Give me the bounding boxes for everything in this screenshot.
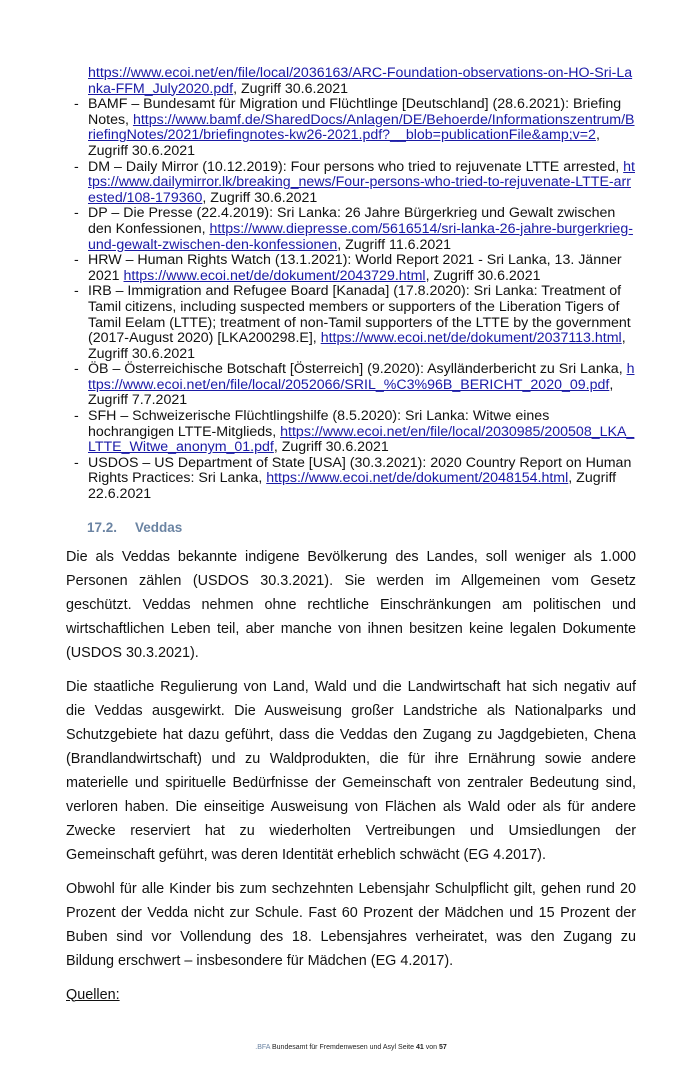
reference-text: USDOS – US Department of State [USA] (30.3.2021): 2020 Country Report on Human Rights Practices: Sri Lanka, — [88, 454, 632, 487]
section-number: 17.2. — [87, 519, 118, 535]
reference-access-date: , Zugriff 30.6.2021 — [425, 267, 541, 284]
reference-link[interactable]: https://www.ecoi.net/en/file/local/2030985/200508_LKA_LTTE_Witwe_anonym_01.pdf — [88, 423, 635, 456]
reference-text: HRW – Human Rights Watch (13.1.2021): World Report 2021 - Sri Lanka, 13. Jänner 2021 — [88, 252, 622, 284]
reference-link[interactable]: https://www.bamf.de/SharedDocs/Anlagen/DE/Behoerde/Informationszentrum/BriefingNotes/2021/briefingnotes-kw26-2021.pdf?__blob=publicationFile&amp;v=2 — [88, 111, 635, 144]
paragraph-3: Obwohl für alle Kinder bis zum sechzehnten Lebensjahr Schulpflicht gilt, gehen rund 20 Prozent der Vedda nicht zur Schule. Fast 60 Prozent der Mädchen und 15 Prozent der Buben sind vor Vollendung des 18. Lebensjahres verheiratet, was den Zugang zu Bildung erschwert – insbesondere für Mädchen (EG 4.2017). — [66, 880, 636, 969]
reference-access-date: , Zugriff 7.7.2021 — [88, 376, 614, 409]
sources-label: Quellen: — [66, 986, 120, 1003]
reference-link[interactable]: https://www.diepresse.com/5616514/sri-lanka-26-jahre-burgerkrieg-und-gewalt-zwischen-den-konfessionen — [88, 220, 633, 253]
reference-text: BAMF – Bundesamt für Migration und Flüchtlinge [Deutschland] (28.6.2021): Briefing Notes, — [88, 96, 622, 128]
paragraph-2: Die staatliche Regulierung von Land, Wald und die Landwirtschaft hat sich negativ auf die Veddas ausgewirkt. Die Ausweisung großer Landstriche als Nationalparks und Schutzgebiete hat dazu geführt, dass die Veddas den Zugang zu Jagdgebieten, Chena (Brandlandwirtschaft) und zu Waldprodukten, die für ihre Ernährung sowie andere materielle und spirituelle Bedürfnisse der Gemeinschaft von zentraler Bedeutung sind, verloren haben. Die einseitige Ausweisung von Flächen als Wald oder als für andere Zwecke reserviert hat zu wiederholten Vertreibungen und Umsiedlungen der Gemeinschaft geführt, was deren Identität erheblich schwächt (EG 4.2017). — [66, 678, 636, 863]
reference-item — [88, 253, 636, 284]
reference-access-date: , Zugriff 11.6.2021 — [337, 236, 452, 253]
reference-item — [88, 409, 636, 456]
paragraph-1: Die als Veddas bekannte indigene Bevölkerung des Landes, soll weniger als 1.000 Personen zählen (USDOS 30.3.2021). Sie werden im Allgemeinen vom Gesetz geschützt. Veddas nehmen ohne rechtliche Einschränkungen am politischen und wirtschaftlichen Leben teil, aber manche von ihnen besitzen keine legalen Dokumente (USDOS 30.3.2021). — [66, 548, 636, 661]
reference-link[interactable]: https://www.ecoi.net/de/dokument/2037113.html — [320, 330, 622, 347]
section-title: Veddas — [135, 519, 183, 535]
reference-item — [88, 97, 636, 159]
reference-access-date: , Zugriff 30.6.2021 — [233, 80, 349, 97]
reference-access-date: , Zugriff 30.6.2021 — [273, 439, 389, 456]
reference-text: ÖB – Österreichische Botschaft [Österreich] (9.2020): Asylländerbericht zu Sri Lanka, — [88, 361, 627, 378]
reference-item — [88, 160, 636, 207]
reference-text: DP – Die Presse (22.4.2019): Sri Lanka: 26 Jahre Bürgerkrieg und Gewalt zwischen den Konfessionen, — [88, 205, 616, 237]
reference-item — [88, 284, 636, 362]
reference-access-date: , Zugriff 30.6.2021 — [88, 330, 626, 362]
reference-access-date: , Zugriff 30.6.2021 — [202, 189, 318, 206]
reference-text: DM – Daily Mirror (10.12.2019): Four persons who tried to rejuvenate LTTE arrested, — [88, 158, 624, 175]
bfa-logo-text: .BFA — [255, 1043, 271, 1051]
reference-text: SFH – Schweizerische Flüchtlingshilfe (8.5.2020): Sri Lanka: Witwe eines hochrangigen LTTE-Mitglieds, — [88, 408, 550, 440]
reference-link[interactable]: https://www.ecoi.net/en/file/local/2036163/ARC-Foundation-observations-on-HO-Sri-Lanka-FFM_July2020.pdf — [88, 65, 633, 97]
footer-text: Bundesamt für Fremdenwesen und Asyl Seite — [270, 1043, 416, 1051]
reference-item — [88, 66, 636, 97]
reference-link[interactable]: https://www.dailymirror.lk/breaking_news/Four-persons-who-tried-to-rejuvenate-LTTE-arrested/108-179360 — [88, 158, 635, 206]
reference-link[interactable]: https://www.ecoi.net/de/dokument/2048154.html — [266, 470, 569, 487]
page-number: 41 — [415, 1043, 424, 1051]
reference-access-date: , Zugriff 22.6.2021 — [88, 470, 617, 503]
section-heading — [87, 519, 636, 537]
reference-link[interactable]: https://www.ecoi.net/de/dokument/2043729.html — [123, 267, 426, 284]
reference-link[interactable]: https://www.ecoi.net/en/file/local/2052066/SRIL_%C3%96B_BERICHT_2020_09.pdf — [88, 361, 635, 393]
reference-text: IRB – Immigration and Refugee Board [Kanada] (17.8.2020): Sri Lanka: Treatment of Tamil citizens, including suspected members or supporters of the Liberation Tigers of Tamil Eelam (LTTE); treatment of non-Tamil supporters of the LTTE by the government (2017-August 2020) [LKA200298.E], — [88, 283, 631, 347]
reference-item — [88, 362, 636, 409]
reference-list — [88, 66, 636, 503]
page-total: 57 — [438, 1043, 447, 1051]
reference-item — [88, 456, 636, 503]
reference-item — [88, 206, 636, 253]
reference-access-date: , Zugriff 30.6.2021 — [88, 127, 600, 159]
footer-of: von — [423, 1043, 439, 1051]
page-footer — [66, 1043, 636, 1053]
